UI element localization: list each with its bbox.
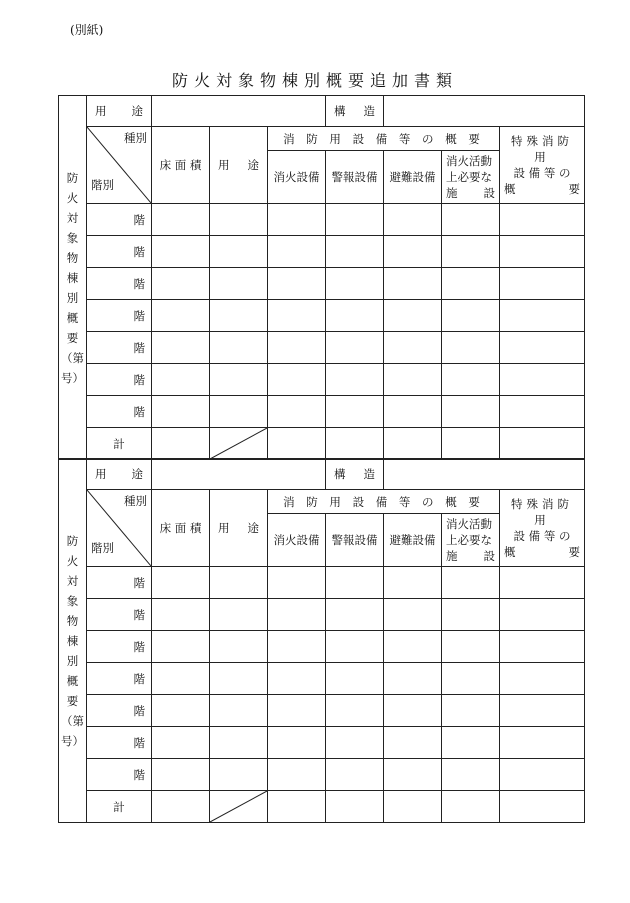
side-label-char: （第 (61, 713, 84, 728)
cell[interactable] (500, 236, 585, 268)
cell[interactable] (326, 631, 384, 663)
cell[interactable] (384, 428, 442, 460)
floor-label: 階 (87, 396, 152, 428)
cell[interactable] (210, 567, 268, 599)
side-label-char: 物 (66, 250, 79, 265)
cell[interactable] (152, 300, 210, 332)
side-label-char: 火 (66, 190, 79, 205)
side-label-char: 対 (66, 210, 79, 225)
floor-label: 階 (87, 695, 152, 727)
cell[interactable] (442, 663, 500, 695)
side-label-char: 号） (61, 370, 84, 385)
table-row (59, 268, 585, 300)
cell[interactable] (500, 759, 585, 791)
cell[interactable] (384, 396, 442, 428)
special-equipment-header: 特殊消防用 設 備 等 の 概 要 (500, 127, 585, 204)
cell[interactable] (384, 567, 442, 599)
floor-label: 階 (87, 268, 152, 300)
cell[interactable] (500, 727, 585, 759)
cell[interactable] (500, 631, 585, 663)
cell[interactable] (500, 599, 585, 631)
cell[interactable] (268, 599, 326, 631)
struck-cell (210, 791, 268, 823)
alarm-header: 警報設備 (326, 151, 384, 204)
cell[interactable] (442, 396, 500, 428)
cell[interactable] (326, 567, 384, 599)
floor-area-header: 床 面 積 (152, 490, 210, 567)
floor-label: 階 (87, 631, 152, 663)
cell[interactable] (326, 599, 384, 631)
cell[interactable] (326, 695, 384, 727)
table-row (59, 300, 585, 332)
cell[interactable] (152, 599, 210, 631)
cell[interactable] (442, 428, 500, 460)
cell[interactable] (500, 567, 585, 599)
cell[interactable] (152, 759, 210, 791)
cell[interactable] (500, 428, 585, 460)
cell[interactable] (442, 599, 500, 631)
cell[interactable] (384, 236, 442, 268)
cell[interactable] (500, 396, 585, 428)
table-row (59, 236, 585, 268)
structure-label: 構 造 (326, 459, 384, 490)
cell[interactable] (268, 663, 326, 695)
cell[interactable] (442, 332, 500, 364)
cell[interactable] (326, 663, 384, 695)
floor-type-header: 種別 階別 (87, 127, 152, 204)
cell[interactable] (500, 204, 585, 236)
table-row (59, 663, 585, 695)
cell[interactable] (326, 204, 384, 236)
side-label (59, 459, 87, 823)
building-summary-table-2 (58, 458, 585, 823)
cell[interactable] (268, 567, 326, 599)
side-label-char: 概 (66, 310, 79, 325)
special-equipment-header: 特殊消防用 設 備 等 の 概 要 (500, 490, 585, 567)
total-row (59, 791, 585, 823)
cell[interactable] (210, 268, 268, 300)
cell[interactable] (500, 268, 585, 300)
evacuation-header: 避難設備 (384, 514, 442, 567)
structure-label: 構 造 (326, 96, 384, 127)
floor-label: 階 (87, 599, 152, 631)
cell[interactable] (384, 300, 442, 332)
cell[interactable] (268, 268, 326, 300)
side-label-char: 別 (66, 290, 79, 305)
floor-label: 階 (87, 332, 152, 364)
cell[interactable] (268, 300, 326, 332)
cell[interactable] (210, 332, 268, 364)
cell[interactable] (500, 332, 585, 364)
side-label-char: 棟 (66, 633, 79, 648)
cell[interactable] (384, 599, 442, 631)
cell[interactable] (500, 791, 585, 823)
cell[interactable] (500, 663, 585, 695)
table-row (59, 204, 585, 236)
table-row (59, 727, 585, 759)
table-row (59, 695, 585, 727)
total-label: 計 (87, 791, 152, 823)
structure-value[interactable] (384, 96, 585, 127)
cell[interactable] (268, 791, 326, 823)
cell[interactable] (442, 567, 500, 599)
floor-label: 階 (87, 300, 152, 332)
cell[interactable] (326, 364, 384, 396)
table-row (59, 759, 585, 791)
total-row (59, 428, 585, 460)
use-col-header: 用 途 (210, 490, 268, 567)
side-label-char: 防 (66, 533, 79, 548)
cell[interactable] (268, 332, 326, 364)
cell[interactable] (384, 727, 442, 759)
side-label-char: 象 (66, 230, 79, 245)
use-col-header: 用 途 (210, 127, 268, 204)
floor-label: 階 (87, 364, 152, 396)
evacuation-header: 避難設備 (384, 151, 442, 204)
structure-value[interactable] (384, 459, 585, 490)
cell[interactable] (152, 791, 210, 823)
floor-label: 階 (87, 727, 152, 759)
cell[interactable] (210, 663, 268, 695)
fire-extinguishing-header: 消火設備 (268, 514, 326, 567)
page-title: 防火対象物棟別概要追加書類 (171, 71, 458, 90)
cell[interactable] (210, 236, 268, 268)
cell[interactable] (384, 332, 442, 364)
firefighting-facility-header: 消火活動 上必要な 施 設 (442, 151, 500, 204)
cell[interactable] (326, 791, 384, 823)
cell[interactable] (268, 727, 326, 759)
cell[interactable] (384, 364, 442, 396)
cell[interactable] (442, 204, 500, 236)
cell[interactable] (210, 759, 268, 791)
side-label-char: 防 (66, 170, 79, 185)
cell[interactable] (326, 300, 384, 332)
table-row (59, 364, 585, 396)
use-value[interactable] (152, 96, 326, 127)
cell[interactable] (152, 695, 210, 727)
side-label-char: 要 (66, 693, 79, 708)
cell[interactable] (152, 727, 210, 759)
side-label-char: 対 (66, 573, 79, 588)
alarm-header: 警報設備 (326, 514, 384, 567)
cell[interactable] (152, 567, 210, 599)
cell[interactable] (384, 631, 442, 663)
floor-label: 階 (87, 663, 152, 695)
cell[interactable] (268, 759, 326, 791)
cell[interactable] (384, 663, 442, 695)
cell[interactable] (210, 396, 268, 428)
equipment-header: 消 防 用 設 備 等 の 概 要 (268, 490, 500, 514)
floor-label: 階 (87, 567, 152, 599)
cell[interactable] (326, 727, 384, 759)
cell[interactable] (384, 268, 442, 300)
cell[interactable] (152, 268, 210, 300)
cell[interactable] (326, 396, 384, 428)
cell[interactable] (268, 428, 326, 460)
cell[interactable] (442, 236, 500, 268)
cell[interactable] (210, 695, 268, 727)
cell[interactable] (268, 364, 326, 396)
table-row (59, 332, 585, 364)
floor-label: 階 (87, 759, 152, 791)
cell[interactable] (384, 695, 442, 727)
cell[interactable] (326, 428, 384, 460)
cell[interactable] (442, 791, 500, 823)
floor-area-header: 床 面 積 (152, 127, 210, 204)
side-label-char: （第 (61, 350, 84, 365)
cell[interactable] (500, 300, 585, 332)
cell[interactable] (442, 268, 500, 300)
cell[interactable] (152, 631, 210, 663)
cell[interactable] (442, 631, 500, 663)
cell[interactable] (326, 332, 384, 364)
cell[interactable] (500, 364, 585, 396)
side-label (59, 96, 87, 460)
floor-label: 階 (87, 204, 152, 236)
floor-type-header: 種別 階別 (87, 490, 152, 567)
cell[interactable] (210, 300, 268, 332)
cell[interactable] (384, 791, 442, 823)
use-value[interactable] (152, 459, 326, 490)
struck-cell (210, 428, 268, 460)
cell[interactable] (442, 759, 500, 791)
cell[interactable] (500, 695, 585, 727)
cell[interactable] (152, 396, 210, 428)
cell[interactable] (210, 364, 268, 396)
side-label-char: 別 (66, 653, 79, 668)
side-label-char: 要 (66, 330, 79, 345)
side-label-char: 象 (66, 593, 79, 608)
cell[interactable] (442, 300, 500, 332)
cell[interactable] (268, 204, 326, 236)
equipment-header: 消 防 用 設 備 等 の 概 要 (268, 127, 500, 151)
cell[interactable] (326, 236, 384, 268)
cell[interactable] (268, 631, 326, 663)
firefighting-facility-header: 消火活動 上必要な 施 設 (442, 514, 500, 567)
total-label: 計 (87, 428, 152, 460)
cell[interactable] (210, 631, 268, 663)
side-label-char: 概 (66, 673, 79, 688)
cell[interactable] (384, 204, 442, 236)
cell[interactable] (326, 759, 384, 791)
cell[interactable] (152, 236, 210, 268)
cell[interactable] (268, 236, 326, 268)
table-row (59, 567, 585, 599)
side-label-char: 棟 (66, 270, 79, 285)
cell[interactable] (152, 428, 210, 460)
cell[interactable] (442, 364, 500, 396)
cell[interactable] (152, 332, 210, 364)
use-label: 用 途 (87, 459, 152, 490)
fire-extinguishing-header: 消火設備 (268, 151, 326, 204)
cell[interactable] (442, 727, 500, 759)
side-label-char: 物 (66, 613, 79, 628)
cell[interactable] (442, 695, 500, 727)
table-row (59, 599, 585, 631)
use-label: 用 途 (87, 96, 152, 127)
table-row (59, 631, 585, 663)
cell[interactable] (152, 364, 210, 396)
table-row (59, 396, 585, 428)
side-label-char: 号） (61, 733, 84, 748)
attachment-note: (別紙) (70, 23, 104, 37)
side-label-char: 火 (66, 553, 79, 568)
cell[interactable] (326, 268, 384, 300)
cell[interactable] (210, 599, 268, 631)
cell[interactable] (268, 695, 326, 727)
cell[interactable] (268, 396, 326, 428)
floor-label: 階 (87, 236, 152, 268)
cell[interactable] (210, 727, 268, 759)
cell[interactable] (152, 663, 210, 695)
building-summary-table-1 (58, 95, 585, 460)
cell[interactable] (210, 204, 268, 236)
cell[interactable] (152, 204, 210, 236)
cell[interactable] (384, 759, 442, 791)
